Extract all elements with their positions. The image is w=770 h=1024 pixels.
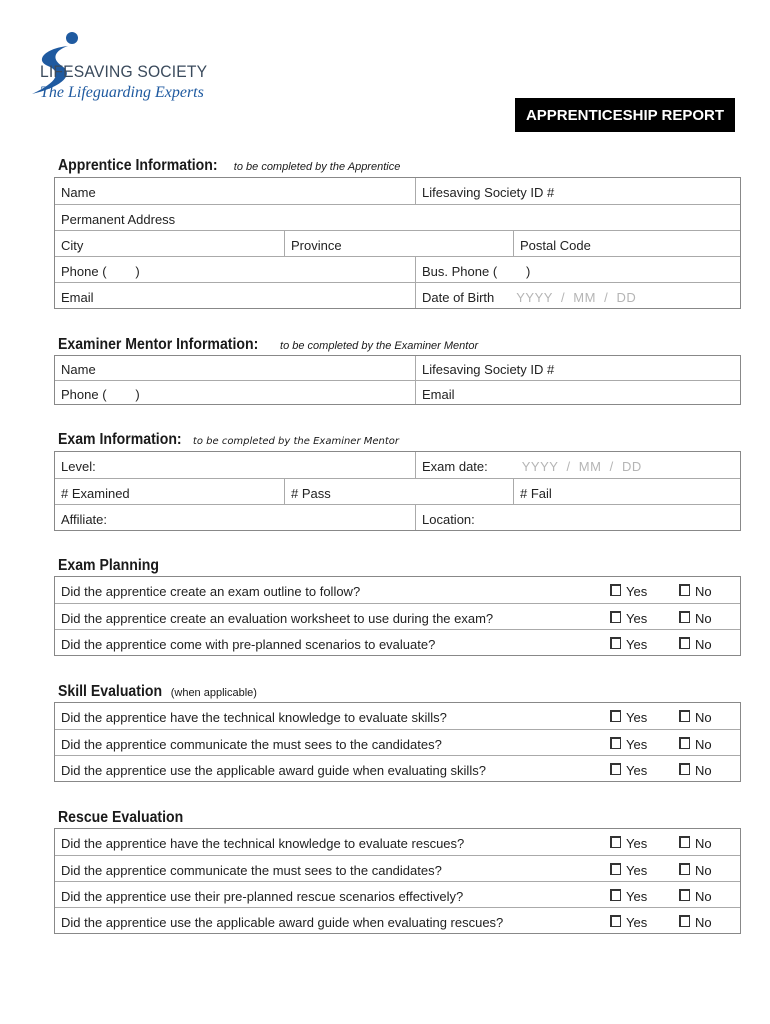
skill-table xyxy=(54,702,741,782)
no-checkbox[interactable] xyxy=(679,915,690,927)
apprentice-phone-field[interactable]: Phone ( ) xyxy=(61,264,140,279)
exam-date-placeholder: YYYY / MM / DD xyxy=(521,459,642,474)
exam-location-field[interactable]: Location: xyxy=(415,505,740,530)
yes-checkbox[interactable] xyxy=(610,763,621,775)
apprentice-id-field[interactable]: Lifesaving Society ID # xyxy=(415,178,740,204)
planning-table xyxy=(54,576,741,656)
mentor-row-phone xyxy=(55,380,740,404)
apprentice-section-heading: Apprentice Information: to be completed by the Apprentice xyxy=(58,157,401,174)
apprentice-row-city xyxy=(55,230,740,256)
no-checkbox[interactable] xyxy=(679,710,690,722)
apprentice-row-name xyxy=(55,178,740,204)
no-checkbox[interactable] xyxy=(679,889,690,901)
exam-level-field[interactable]: Level: xyxy=(61,459,96,474)
mentor-name-field[interactable]: Name xyxy=(61,362,96,377)
apprentice-postal-field[interactable]: Postal Code xyxy=(513,231,740,256)
yes-checkbox[interactable] xyxy=(610,584,621,596)
rescue-row: Did the apprentice use the applicable award guide when evaluating rescues? Yes No xyxy=(55,907,740,933)
mentor-info-table xyxy=(54,355,741,405)
skill-row: Did the apprentice use the applicable award guide when evaluating skills? Yes No xyxy=(55,755,740,781)
yes-checkbox[interactable] xyxy=(610,889,621,901)
exam-info-table xyxy=(54,451,741,531)
apprentice-row-address xyxy=(55,204,740,230)
apprentice-email-field[interactable]: Email xyxy=(61,290,94,305)
exam-pass-field[interactable]: # Pass xyxy=(284,479,513,504)
exam-affiliate-field[interactable]: Affiliate: xyxy=(61,512,108,527)
mentor-phone-field[interactable]: Phone ( ) xyxy=(61,387,140,402)
rescue-question: Did the apprentice use their pre-planned rescue scenarios effectively? xyxy=(61,889,464,904)
no-checkbox[interactable] xyxy=(679,737,690,749)
apprentice-row-email xyxy=(55,282,740,308)
no-checkbox[interactable] xyxy=(679,763,690,775)
rescue-question: Did the apprentice communicate the must sees to the candidates? xyxy=(61,863,442,878)
skill-section-heading: Skill Evaluation (when applicable) xyxy=(58,683,257,700)
mentor-id-field[interactable]: Lifesaving Society ID # xyxy=(415,356,740,380)
planning-row: Did the apprentice create an evaluation worksheet to use during the exam? Yes No xyxy=(55,603,740,629)
mentor-email-field[interactable]: Email xyxy=(415,381,740,404)
org-tagline: The Lifeguarding Experts xyxy=(40,84,204,101)
planning-question: Did the apprentice create an evaluation worksheet to use during the exam? xyxy=(61,611,494,626)
apprentice-row-phone xyxy=(55,256,740,282)
report-title: APPRENTICESHIP REPORT xyxy=(515,98,735,132)
rescue-section-heading: Rescue Evaluation xyxy=(58,809,184,826)
planning-row: Did the apprentice create an exam outline to follow? Yes No xyxy=(55,577,740,603)
dob-placeholder: YYYY / MM / DD xyxy=(516,290,637,305)
yes-checkbox[interactable] xyxy=(610,710,621,722)
no-checkbox[interactable] xyxy=(679,637,690,649)
rescue-question: Did the apprentice use the applicable award guide when evaluating rescues? xyxy=(61,915,504,930)
no-checkbox[interactable] xyxy=(679,863,690,875)
no-checkbox[interactable] xyxy=(679,836,690,848)
apprentice-city-field[interactable]: City xyxy=(61,238,84,253)
rescue-row: Did the apprentice use their pre-planned rescue scenarios effectively? Yes No xyxy=(55,881,740,907)
exam-date-field[interactable] xyxy=(415,452,740,478)
rescue-question: Did the apprentice have the technical knowledge to evaluate rescues? xyxy=(61,836,465,851)
apprentice-info-table xyxy=(54,177,741,309)
yes-checkbox[interactable] xyxy=(610,915,621,927)
skill-question: Did the apprentice have the technical knowledge to evaluate skills? xyxy=(61,710,447,725)
yes-checkbox[interactable] xyxy=(610,836,621,848)
yes-checkbox[interactable] xyxy=(610,737,621,749)
apprentice-address-field[interactable]: Permanent Address xyxy=(61,212,176,227)
apprentice-dob-field[interactable] xyxy=(415,283,740,308)
skill-row: Did the apprentice communicate the must sees to the candidates? Yes No xyxy=(55,729,740,755)
skill-row: Did the apprentice have the technical knowledge to evaluate skills? Yes No xyxy=(55,703,740,729)
exam-date-label: Exam date: xyxy=(422,459,488,474)
mentor-row-name xyxy=(55,356,740,380)
rescue-row: Did the apprentice communicate the must sees to the candidates? Yes No xyxy=(55,855,740,881)
exam-section-heading: Exam Information: to be completed by the Examiner Mentor xyxy=(58,431,400,448)
yes-checkbox[interactable] xyxy=(610,637,621,649)
dob-label: Date of Birth xyxy=(422,290,495,305)
skill-question: Did the apprentice communicate the must sees to the candidates? xyxy=(61,737,442,752)
skill-question: Did the apprentice use the applicable award guide when evaluating skills? xyxy=(61,763,486,778)
apprentice-province-field[interactable]: Province xyxy=(284,231,513,256)
exam-examined-field[interactable]: # Examined xyxy=(61,486,130,501)
mentor-section-heading: Examiner Mentor Information: to be completed by the Examiner Mentor xyxy=(58,336,479,353)
no-checkbox[interactable] xyxy=(679,584,690,596)
apprentice-bus-phone-field[interactable]: Bus. Phone ( ) xyxy=(415,257,740,282)
apprentice-name-field[interactable]: Name xyxy=(61,185,96,200)
planning-section-heading: Exam Planning xyxy=(58,557,159,574)
exam-row-level xyxy=(55,452,740,478)
no-checkbox[interactable] xyxy=(679,611,690,623)
planning-question: Did the apprentice come with pre-planned scenarios to evaluate? xyxy=(61,637,436,652)
exam-row-affiliate xyxy=(55,504,740,530)
org-name: LIFESAVING SOCIETY xyxy=(40,62,208,81)
planning-question: Did the apprentice create an exam outline to follow? xyxy=(61,584,361,599)
rescue-row: Did the apprentice have the technical knowledge to evaluate rescues? Yes No xyxy=(55,829,740,855)
yes-checkbox[interactable] xyxy=(610,611,621,623)
yes-checkbox[interactable] xyxy=(610,863,621,875)
planning-row: Did the apprentice come with pre-planned scenarios to evaluate? Yes No xyxy=(55,629,740,655)
exam-row-counts xyxy=(55,478,740,504)
rescue-table xyxy=(54,828,741,934)
exam-fail-field[interactable]: # Fail xyxy=(513,479,740,504)
